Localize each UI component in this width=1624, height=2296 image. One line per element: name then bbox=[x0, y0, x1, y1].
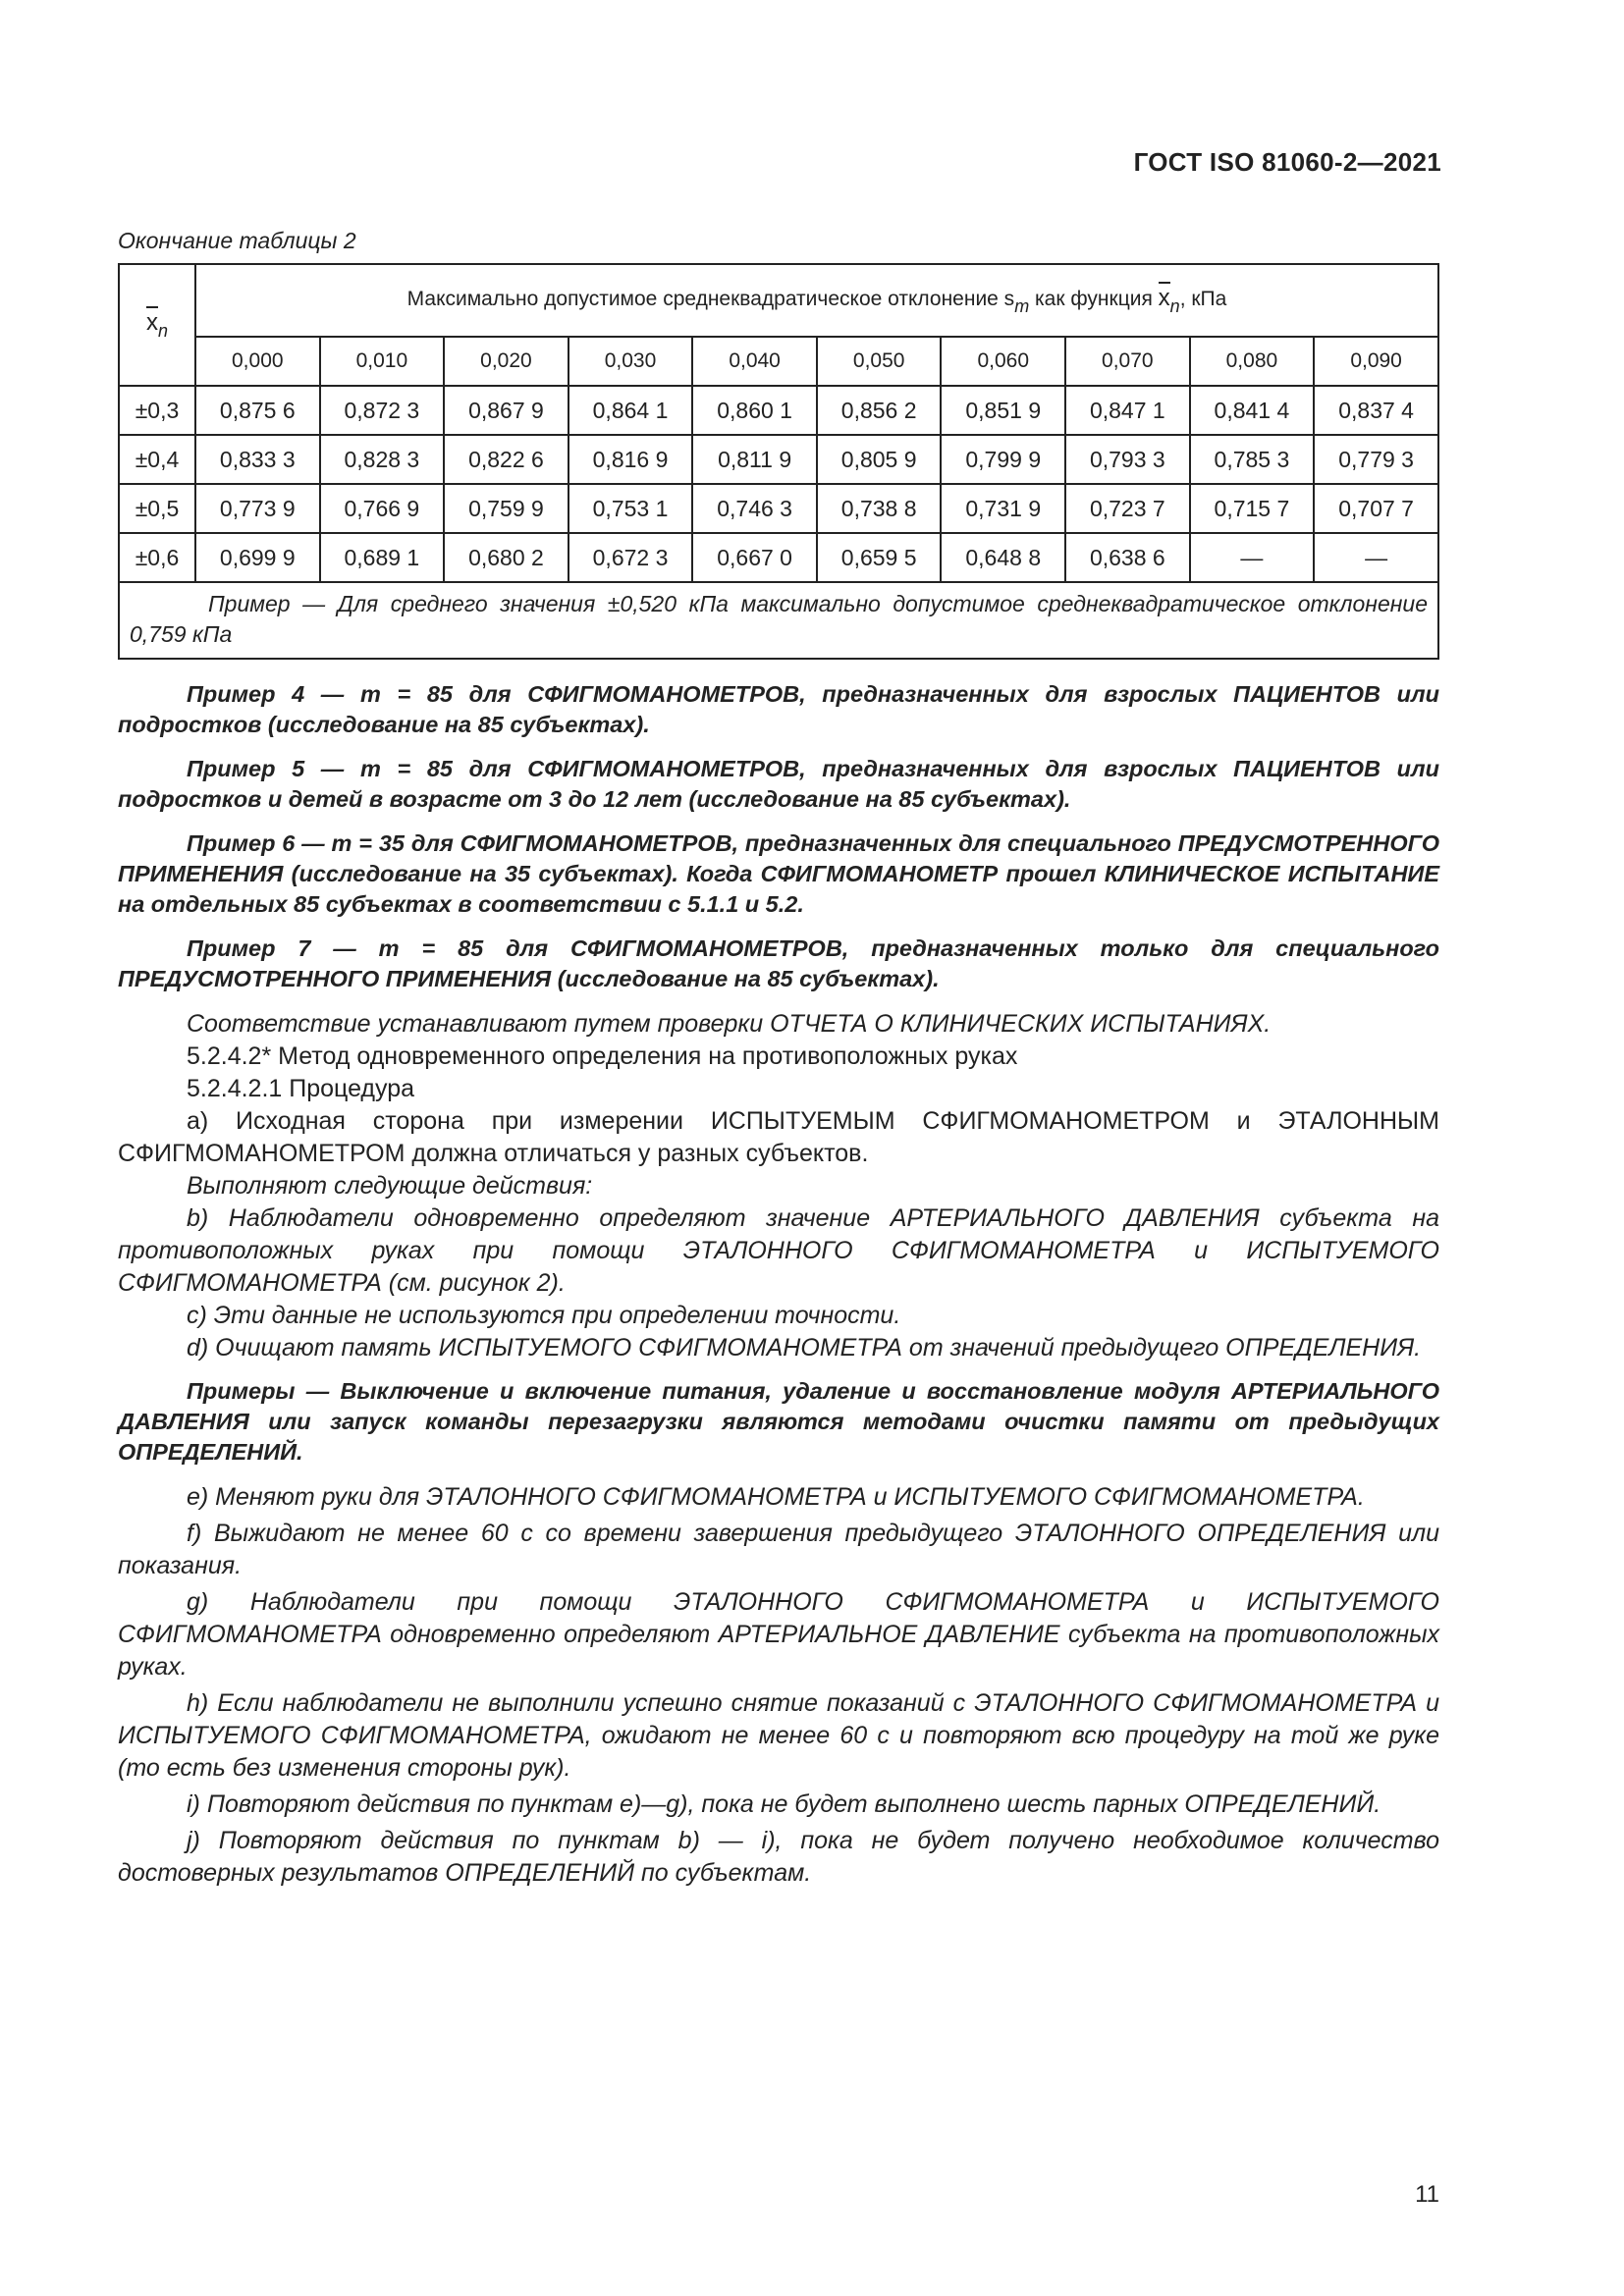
table-cell: 0,707 7 bbox=[1314, 484, 1438, 533]
column-header: 0,010 bbox=[320, 337, 445, 386]
table-cell: 0,837 4 bbox=[1314, 386, 1438, 435]
table-cell: 0,667 0 bbox=[692, 533, 817, 582]
row-label: ±0,5 bbox=[119, 484, 195, 533]
column-header: 0,050 bbox=[817, 337, 942, 386]
table-cell: — bbox=[1314, 533, 1438, 582]
row-label: ±0,4 bbox=[119, 435, 195, 484]
table-cell: 0,785 3 bbox=[1190, 435, 1315, 484]
table-cell: 0,766 9 bbox=[320, 484, 445, 533]
data-table bbox=[118, 263, 1439, 660]
table-cell: 0,867 9 bbox=[444, 386, 568, 435]
column-header: 0,060 bbox=[941, 337, 1065, 386]
row-label: ±0,3 bbox=[119, 386, 195, 435]
table-cell: 0,779 3 bbox=[1314, 435, 1438, 484]
table-cell: 0,746 3 bbox=[692, 484, 817, 533]
table-cell: 0,851 9 bbox=[941, 386, 1065, 435]
document-header-title: ГОСТ ISO 81060-2—2021 bbox=[1133, 147, 1441, 177]
column-header: 0,080 bbox=[1190, 337, 1315, 386]
table-cell: 0,847 1 bbox=[1065, 386, 1190, 435]
example-6: Пример 6 — m = 35 для СФИГМОМАНОМЕТРОВ, предназначенных для специального ПРЕДУСМОТРЕННОГО ПРИМЕНЕНИЯ (исследование на 35 субъектах). Когда СФИГМОМАНОМЕТР прошел КЛИНИЧЕСКОЕ ИСПЫТАНИЕ на отдельных 85 субъектах в соответствии с 5.1.1 и 5.2. bbox=[118, 830, 1439, 917]
list-item-d: d) Очищают память ИСПЫТУЕМОГО СФИГМОМАНОМЕТРА от значений предыдущего ОПРЕДЕЛЕНИЯ. bbox=[187, 1334, 1422, 1362]
table-cell: 0,833 3 bbox=[195, 435, 320, 484]
examples-note: Примеры — Выключение и включение питания, удаление и восстановление модуля АРТЕРИАЛЬНОГО ДАВЛЕНИЯ или запуск команды перезагрузки являются методами очистки памяти от предыдущих ОПРЕДЕЛЕНИЙ. bbox=[118, 1378, 1439, 1465]
row-label: ±0,6 bbox=[119, 533, 195, 582]
example-4: Пример 4 — m = 85 для СФИГМОМАНОМЕТРОВ, предназначенных для взрослых ПАЦИЕНТОВ или подростков (исследование на 85 субъектах). bbox=[118, 681, 1439, 737]
section-5-2-4-2-heading: 5.2.4.2* Метод одновременного определения на противоположных руках bbox=[187, 1042, 1018, 1070]
table-cell: 0,689 1 bbox=[320, 533, 445, 582]
list-item-c: c) Эти данные не используются при определении точности. bbox=[187, 1302, 901, 1329]
table-cell: 0,799 9 bbox=[941, 435, 1065, 484]
column-header: 0,000 bbox=[195, 337, 320, 386]
column-header: 0,090 bbox=[1314, 337, 1438, 386]
table-cell: 0,715 7 bbox=[1190, 484, 1315, 533]
table-cell: 0,872 3 bbox=[320, 386, 445, 435]
list-item-e: e) Меняют руки для ЭТАЛОННОГО СФИГМОМАНОМЕТРА и ИСПЫТУЕМОГО СФИГМОМАНОМЕТРА. bbox=[187, 1483, 1365, 1511]
table-row bbox=[119, 386, 1438, 435]
list-item-i: i) Повторяют действия по пунктам e)—g), пока не будет выполнено шесть парных ОПРЕДЕЛЕНИЙ. bbox=[187, 1790, 1381, 1818]
table-cell: 0,841 4 bbox=[1190, 386, 1315, 435]
table-cell: 0,793 3 bbox=[1065, 435, 1190, 484]
perform-actions-label: Выполняют следующие действия: bbox=[187, 1172, 593, 1200]
table-caption: Окончание таблицы 2 bbox=[118, 228, 356, 253]
table-cell: 0,648 8 bbox=[941, 533, 1065, 582]
table-cell: 0,864 1 bbox=[568, 386, 693, 435]
compliance-statement: Соответствие устанавливают путем проверки ОТЧЕТА О КЛИНИЧЕСКИХ ИСПЫТАНИЯХ. bbox=[187, 1010, 1272, 1038]
table-cell: 0,699 9 bbox=[195, 533, 320, 582]
table-cell: 0,773 9 bbox=[195, 484, 320, 533]
table-cell: 0,731 9 bbox=[941, 484, 1065, 533]
column-header: 0,070 bbox=[1065, 337, 1190, 386]
table-cell: 0,822 6 bbox=[444, 435, 568, 484]
table-cell: 0,811 9 bbox=[692, 435, 817, 484]
table-cell: 0,805 9 bbox=[817, 435, 942, 484]
table-cell: 0,659 5 bbox=[817, 533, 942, 582]
table-row bbox=[119, 533, 1438, 582]
table-cell: 0,738 8 bbox=[817, 484, 942, 533]
table-example-note: Пример — Для среднего значения ±0,520 кПа максимально допустимое среднеквадратическое отклонение 0,759 кПа bbox=[119, 582, 1438, 659]
table-cell: 0,723 7 bbox=[1065, 484, 1190, 533]
table-cell: 0,672 3 bbox=[568, 533, 693, 582]
section-5-2-4-2-1-heading: 5.2.4.2.1 Процедура bbox=[187, 1075, 415, 1102]
table-cell: 0,828 3 bbox=[320, 435, 445, 484]
column-header: 0,030 bbox=[568, 337, 693, 386]
body-text bbox=[118, 679, 1439, 1890]
table-cell: 0,753 1 bbox=[568, 484, 693, 533]
table-cell: 0,875 6 bbox=[195, 386, 320, 435]
column-header: 0,040 bbox=[692, 337, 817, 386]
list-item-b: b) Наблюдатели одновременно определяют значение АРТЕРИАЛЬНОГО ДАВЛЕНИЯ субъекта на противоположных руках при помощи ЭТАЛОННОГО СФИГМОМАНОМЕТРА и ИСПЫТУЕМОГО СФИГМОМАНОМЕТРА (см. рисунок 2). bbox=[118, 1204, 1439, 1297]
table-row bbox=[119, 484, 1438, 533]
example-7: Пример 7 — m = 85 для СФИГМОМАНОМЕТРОВ, предназначенных только для специального ПРЕДУСМОТРЕННОГО ПРИМЕНЕНИЯ (исследование на 85 субъектах). bbox=[118, 935, 1439, 991]
list-item-a: a) Исходная сторона при измерении ИСПЫТУЕМЫМ СФИГМОМАНОМЕТРОМ и ЭТАЛОННЫМ СФИГМОМАНОМЕТРОМ должна отличаться у разных субъектов. bbox=[118, 1107, 1439, 1167]
list-item-j: j) Повторяют действия по пунктам b) — i), пока не будет получено необходимое количество достоверных результатов ОПРЕДЕЛЕНИЙ по субъектам. bbox=[118, 1827, 1439, 1887]
list-item-g: g) Наблюдатели при помощи ЭТАЛОННОГО СФИГМОМАНОМЕТРА и ИСПЫТУЕМОГО СФИГМОМАНОМЕТРА одновременно определяют АРТЕРИАЛЬНОЕ ДАВЛЕНИЕ субъекта на противоположных руках. bbox=[118, 1588, 1439, 1681]
row-header-cell: $x_n$ bbox=[119, 264, 195, 386]
table-cell: — bbox=[1190, 533, 1315, 582]
table-cell: 0,856 2 bbox=[817, 386, 942, 435]
list-item-h: h) Если наблюдатели не выполнили успешно снятие показаний с ЭТАЛОННОГО СФИГМОМАНОМЕТРА и ИСПЫТУЕМОГО СФИГМОМАНОМЕТРА, ожидают не менее 60 с и повторяют всю процедуру на той же руке (то есть без изменения стороны рук). bbox=[118, 1689, 1439, 1782]
table-cell: 0,680 2 bbox=[444, 533, 568, 582]
column-header: 0,020 bbox=[444, 337, 568, 386]
column-group-header: Максимально допустимое среднеквадратическое отклонение sm как функция xn, кПа bbox=[195, 264, 1438, 337]
table-cell: 0,638 6 bbox=[1065, 533, 1190, 582]
table-cell: 0,759 9 bbox=[444, 484, 568, 533]
list-item-f: f) Выжидают не менее 60 с со времени завершения предыдущего ЭТАЛОННОГО ОПРЕДЕЛЕНИЯ или показания. bbox=[118, 1520, 1439, 1579]
table-cell: 0,860 1 bbox=[692, 386, 817, 435]
example-5: Пример 5 — m = 85 для СФИГМОМАНОМЕТРОВ, предназначенных для взрослых ПАЦИЕНТОВ или подростков и детей в возрасте от 3 до 12 лет (исследование на 85 субъектах). bbox=[118, 756, 1439, 812]
table-row bbox=[119, 435, 1438, 484]
table-cell: 0,816 9 bbox=[568, 435, 693, 484]
page-number: 11 bbox=[1415, 2181, 1439, 2208]
